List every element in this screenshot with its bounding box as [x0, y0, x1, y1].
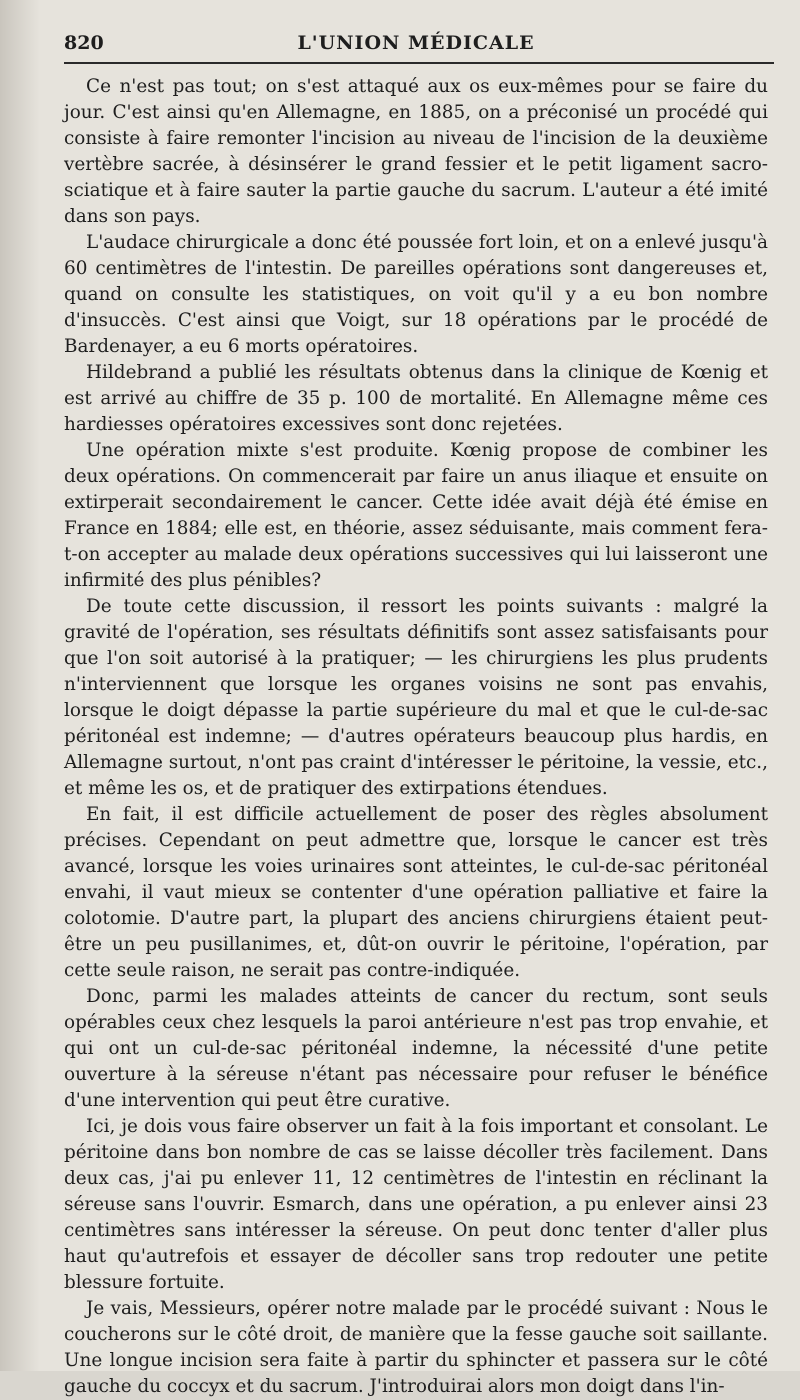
paragraph: En fait, il est difficile actuellement de poser des règles absolument précises. Cependant on peut admettre que, lorsque le cancer est très avancé, lorsque les voies urinaires sont atteintes, le cul-de-sac péritonéal envahi, il vaut mieux se contenter d'une opération palliative et faire la colotomie. D'autre part, la plupart des anciens chirurgiens étaient peut-être un peu pusillanimes, et, dût-on ouvrir le péritoine, l'opération, par cette seule raison, ne serait pas contre-indiquée. — [64, 804, 768, 981]
paragraph: Une opération mixte s'est produite. Kœnig propose de combiner les deux opérations. On commencerait par faire un anus iliaque et ensuite on extirperait secondairement le cancer. Cette idée avait déjà été émise en France en 1884; elle est, en théorie, assez séduisante, mais comment fera-t-on accepter au malade deux opérations successives qui lui laisseront une infirmité des plus pénibles? — [64, 440, 768, 591]
paragraph: De toute cette discussion, il ressort les points suivants : malgré la gravité de l'opération, ses résultats définitifs sont assez satisfaisants pour que l'on soit autorisé à la pratiquer; — les chirurgiens les plus prudents n'interviennent que lorsque les organes voisins ne sont pas envahis, lorsque le doigt dépasse la partie supérieure du mal et que le cul-de-sac péritonéal est indemne; — d'autres opérateurs beaucoup plus hardis, en Allemagne surtout, n'ont pas craint d'intéresser le péritoine, la vessie, etc., et même les os, et de pratiquer des extirpations étendues. — [64, 596, 768, 799]
paragraph: Hildebrand a publié les résultats obtenus dans la clinique de Kœnig et est arrivé au chiffre de 35 p. 100 de mortalité. En Allemagne même ces hardiesses opératoires excessives sont donc rejetées. — [64, 362, 768, 435]
paragraph: Donc, parmi les malades atteints de cancer du rectum, sont seuls opérables ceux chez lesquels la paroi antérieure n'est pas trop envahie, et qui ont un cul-de-sac péritonéal indemne, la nécessité d'une petite ouverture à la séreuse n'étant pas nécessaire pour refuser le bénéfice d'une intervention qui peut être curative. — [64, 986, 768, 1111]
paragraph: Je vais, Messieurs, opérer notre malade par le procédé suivant : Nous le coucherons sur le côté droit, de manière que la fesse gauche soit saillante. Une longue incision sera faite à partir du sphincter et passera sur le côté gauche du coccyx et du sacrum. J'introduirai alors mon doigt dans l'in- — [64, 1298, 768, 1397]
page-gutter-shadow — [0, 0, 40, 1371]
paragraph: Ce n'est pas tout; on s'est attaqué aux os eux-mêmes pour se faire du jour. C'est ainsi qu'en Allemagne, en 1885, on a préconisé un procédé qui consiste à faire remonter l'incision au niveau de l'incision de la deuxième vertèbre sacrée, à désinsérer le grand fessier et le petit ligament sacro-sciatique et à faire sauter la partie gauche du sacrum. L'auteur a été imité dans son pays. — [64, 76, 768, 227]
page-header — [64, 28, 768, 62]
article-body — [64, 74, 768, 1400]
paragraph: Ici, je dois vous faire observer un fait à la fois important et consolant. Le péritoine dans bon nombre de cas se laisse décoller très facilement. Dans deux cas, j'ai pu enlever 11, 12 centimètres de l'intestin en réclinant la séreuse sans l'ouvrir. Esmarch, dans une opération, a pu enlever ainsi 23 centimètres sans intéresser la séreuse. On peut donc tenter d'aller plus haut qu'autrefois et essayer de décoller sans trop redouter une petite blessure fortuite. — [64, 1116, 768, 1293]
page-number: 820 — [64, 32, 104, 54]
running-title: L'UNION MÉDICALE — [297, 32, 535, 54]
header-rule — [64, 62, 774, 64]
paragraph: L'audace chirurgicale a donc été poussée fort loin, et on a enlevé jusqu'à 60 centimètres de l'intestin. De pareilles opérations sont dangereuses et, quand on consulte les statistiques, on voit qu'il y a eu bon nombre d'insuccès. C'est ainsi que Voigt, sur 18 opérations par le procédé de Bardenayer, a eu 6 morts opératoires. — [64, 232, 768, 357]
